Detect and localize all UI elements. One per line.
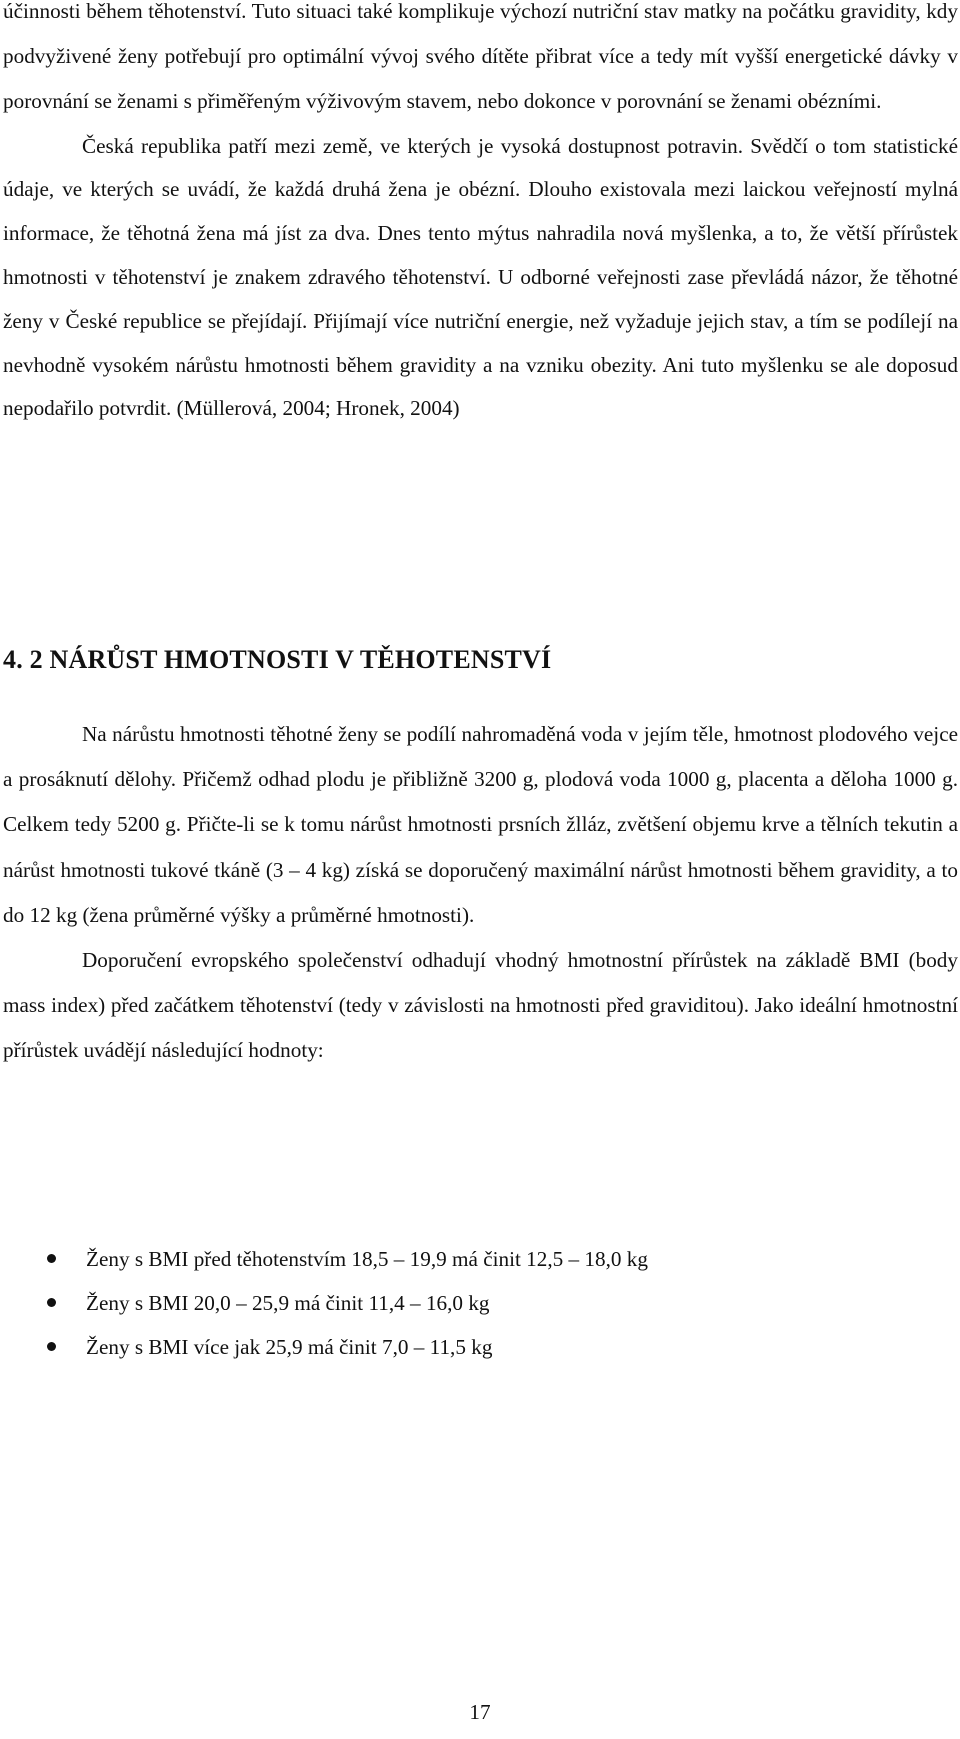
paragraph-nutrition-status: účinnosti během těhotenství. Tuto situaci také komplikuje výchozí nutriční stav matky na počátku gravidity, kdy podvyživené ženy potřebují pro optimální vývoj svého dítěte přibrat více a tedy mít vyšší energetické dávky v porovnání se ženami s přiměřeným výživovým stavem, nebo dokonce v porovnání se ženami obézními. [3, 0, 958, 114]
bmi-item-text: Ženy s BMI 20,0 – 25,9 má činit 11,4 – 16,0 kg [86, 1291, 490, 1315]
bmi-list [0, 1237, 955, 1369]
paragraph-bmi-recommendations: Doporučení evropského společenství odhadují vhodný hmotnostní přírůstek na základě BMI (body mass index) před začátkem těhotenství (tedy v závislosti na hmotnosti před graviditou). Jako ideální hmotnostní přírůstek uvádějí následující hodnoty: [3, 948, 958, 1063]
section-heading: 4. 2 NÁRŮST HMOTNOSTI V TĚHOTENSTVÍ [3, 645, 552, 674]
bmi-item-text: Ženy s BMI více jak 25,9 má činit 7,0 – 11,5 kg [86, 1335, 493, 1359]
bmi-item-text: Ženy s BMI před těhotenstvím 18,5 – 19,9 má činit 12,5 – 18,0 kg [86, 1247, 648, 1271]
list-item [0, 1325, 955, 1369]
section-body [3, 712, 958, 1074]
page-number: 17 [469, 1700, 491, 1724]
list-item [0, 1237, 955, 1281]
bullet-icon [47, 1298, 56, 1307]
bullet-icon [47, 1254, 56, 1263]
paragraph-weight-gain: Na nárůstu hmotnosti těhotné ženy se podílí nahromaděná voda v jejím těle, hmotnost plodového vejce a prosáknutí dělohy. Přičemž odhad plodu je přibližně 3200 g, plodová voda 1000 g, placenta a děloha 1000 g. Celkem tedy 5200 g. Přičte-li se k tomu nárůst hmotnosti prsních žlláz, zvětšení objemu krve a tělních tekutin a nárůst hmotnosti tukové tkáně (3 – 4 kg) získá se doporučený maximální nárůst hmotnosti během gravidity, a to do 12 kg (žena průměrné výšky a průměrné hmotnosti). [3, 722, 958, 927]
paragraph-czech-obesity: Česká republika patří mezi země, ve kterých je vysoká dostupnost potravin. Svědčí o tom statistické údaje, ve kterých se uvádí, že každá druhá žena je obézní. Dlouho existovala mezi laickou veřejností mylná informace, že těhotná žena má jíst za dva. Dnes tento mýtus nahradila nová myšlenka, a to, že větší přírůstek hmotnosti v těhotenství je znakem zdravého těhotenství. U odborné veřejnosti zase převládá názor, že těhotné ženy v České republice se přejídají. Přijímají více nutriční energie, než vyžaduje jejich stav, a tím se podílejí na nevhodně vysokém nárůstu hmotnosti během gravidity a na vzniku obezity. Ani tuto myšlenku se ale doposud nepodařilo potvrdit. (Müllerová, 2004; Hronek, 2004) [3, 133, 958, 421]
page-body-top [3, 0, 958, 431]
bullet-icon [47, 1342, 56, 1351]
list-item [0, 1281, 955, 1325]
